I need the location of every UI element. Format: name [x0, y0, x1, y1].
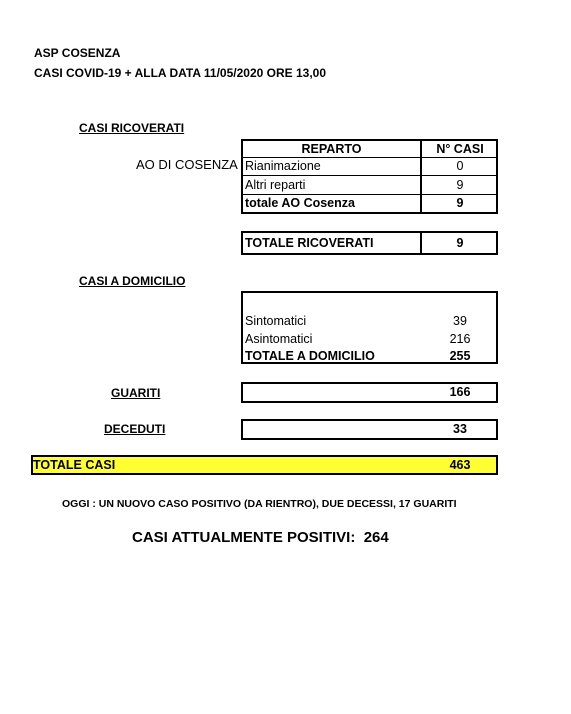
hospital-label: AO DI COSENZA: [136, 157, 238, 172]
guariti-value: 166: [449, 385, 471, 399]
report-subtitle: CASI COVID-19 + ALLA DATA 11/05/2020 ORE 13,00: [34, 66, 326, 80]
row-value-sintomatici: 39: [453, 314, 467, 328]
section-title-domicilio: CASI A DOMICILIO: [79, 274, 186, 288]
totale-ricoverati-label: TOTALE RICOVERATI: [245, 236, 374, 250]
totale-casi-value: 463: [449, 458, 471, 472]
col-header-casi: N° CASI: [436, 142, 484, 156]
section-title-ricoverati: CASI RICOVERATI: [79, 121, 185, 135]
guariti-label: GUARITI: [111, 386, 161, 400]
deceduti-label: DECEDUTI: [104, 422, 166, 436]
row-value-totale-domicilio: 255: [449, 349, 471, 363]
org-title: ASP COSENZA: [34, 46, 121, 60]
deceduti-value: 33: [453, 422, 467, 436]
row-value-altri-reparti: 9: [456, 178, 464, 192]
totale-casi-label: TOTALE CASI: [33, 458, 116, 472]
row-label-totale-ao: totale AO Cosenza: [245, 196, 355, 210]
row-label-asintomatici: Asintomatici: [245, 332, 313, 346]
row-label-totale-domicilio: TOTALE A DOMICILIO: [245, 349, 375, 363]
row-label-altri-reparti: Altri reparti: [245, 178, 306, 192]
totale-ricoverati-value: 9: [456, 236, 464, 250]
positivi-summary: [132, 529, 389, 546]
row-value-rianimazione: 0: [456, 159, 464, 173]
positivi-value: 264: [363, 529, 389, 546]
row-value-asintomatici: 216: [449, 332, 471, 346]
col-header-reparto: REPARTO: [301, 142, 362, 156]
daily-note: OGGI : UN NUOVO CASO POSITIVO (DA RIENTRO), DUE DECESSI, 17 GUARITI: [62, 498, 457, 510]
row-value-totale-ao: 9: [456, 196, 464, 210]
positivi-label: CASI ATTUALMENTE POSITIVI:: [132, 529, 356, 546]
row-label-sintomatici: Sintomatici: [245, 314, 307, 328]
row-label-rianimazione: Rianimazione: [245, 159, 321, 173]
